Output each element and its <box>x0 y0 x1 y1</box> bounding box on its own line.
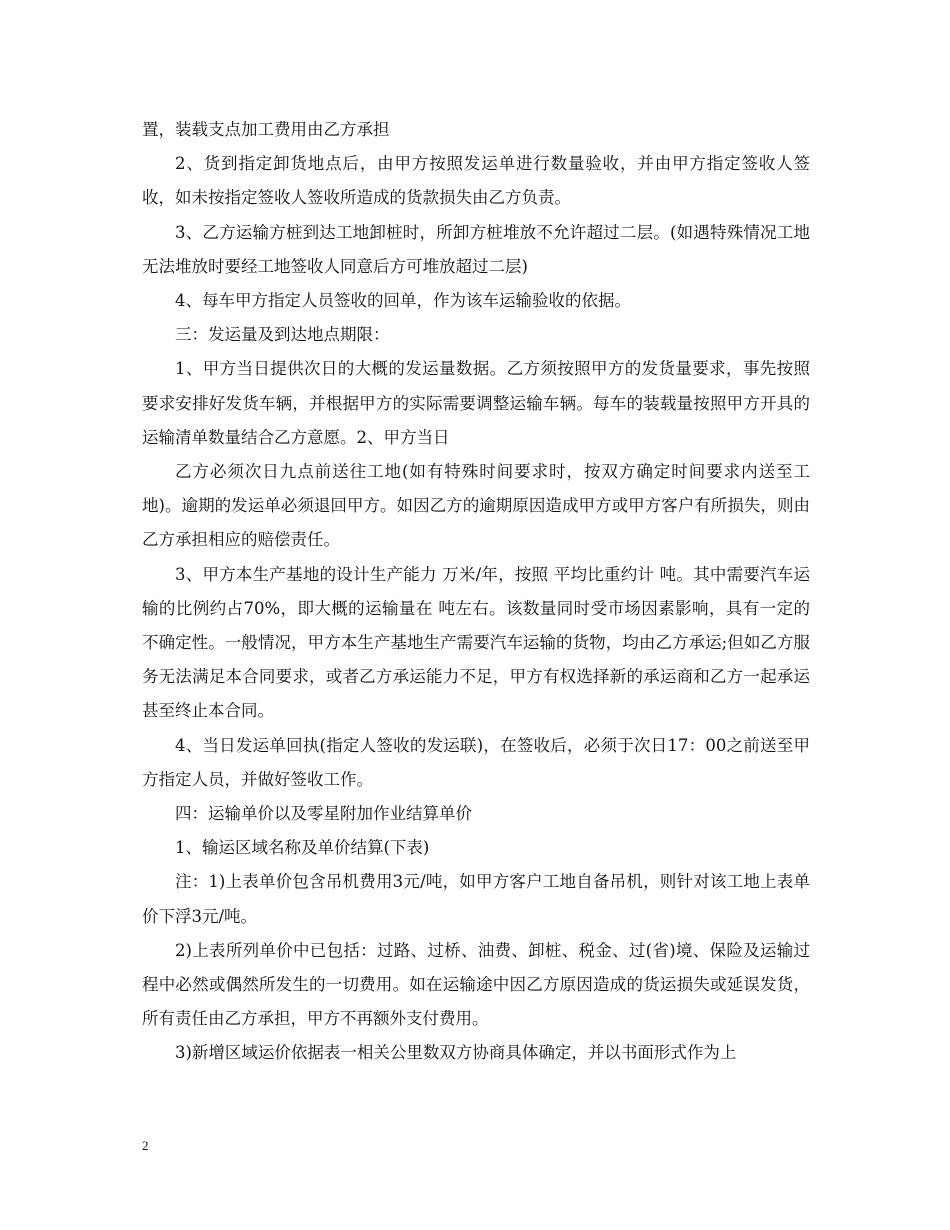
paragraph: 3、甲方本生产基地的设计生产能力 万米/年，按照 平均比重约计 吨。其中需要汽车运输的比例约占70%，即大概的运输量在 吨左右。该数量同时受市场因素影响，具有一定的不确定性。一般情况，甲方本生产基地生产需要汽车运输的货物，均由乙方承运;但如乙方服务无法满足本合同要求，或者乙方承运能力不足，甲方有权选择新的承运商和乙方一起承运甚至终止本合同。 <box>142 564 810 721</box>
paragraph: 1、输运区域名称及单价结算(下表) <box>175 838 430 858</box>
section-heading: 四：运输单价以及零星附加作业结算单价 <box>175 804 472 824</box>
note-paragraph: 2)上表所列单价中已包括：过路、过桥、油费、卸桩、税金、过(省)境、保险及运输过程中必然或偶然所发生的一切费用。如在运输途中因乙方原因造成的货运损失或延误发货，所有责任由乙方承担，甲方不再额外支付费用。 <box>142 940 810 1029</box>
paragraph: 4、当日发运单回执(指定人签收的发运联)，在签收后，必须于次日17：00之前送至甲方指定人员，并做好签收工作。 <box>142 735 810 789</box>
paragraph: 3、乙方运输方桩到达工地卸桩时，所卸方桩堆放不允许超过二层。(如遇特殊情况工地无法堆放时要经工地签收人同意后方可堆放超过二层) <box>142 222 810 276</box>
note-paragraph: 3)新增区域运价依据表一相关公里数双方协商具体确定，并以书面形式作为上 <box>175 1043 737 1063</box>
page-number: 2 <box>142 1138 149 1153</box>
paragraph: 4、每车甲方指定人员签收的回单，作为该车运输验收的依据。 <box>175 291 631 311</box>
section-heading: 三：发运量及到达地点期限： <box>175 325 390 345</box>
note-paragraph: 注：1)上表单价包含吊机费用3元/吨，如甲方客户工地自备吊机，则针对该工地上表单价下浮3元/吨。 <box>142 872 810 926</box>
paragraph: 2、货到指定卸货地点后，由甲方按照发运单进行数量验收，并由甲方指定签收人签收，如未按指定签收人签收所造成的货款损失由乙方负责。 <box>142 154 810 208</box>
document-body <box>142 113 810 1071</box>
paragraph: 乙方必须次日九点前送往工地(如有特殊时间要求时，按双方确定时间要求内送至工地)。逾期的发运单必须退回甲方。如因乙方的逾期原因造成甲方或甲方客户有所损失，则由乙方承担相应的赔偿责任。 <box>142 462 810 550</box>
paragraph: 置，装载支点加工费用由乙方承担 <box>142 120 390 139</box>
paragraph: 1、甲方当日提供次日的大概的发运量数据。乙方须按照甲方的发货量要求，事先按照要求安排好发货车辆，并根据甲方的实际需要调整运输车辆。每车的装载量按照甲方开具的运输清单数量结合乙方意愿。2、甲方当日 <box>142 359 810 447</box>
